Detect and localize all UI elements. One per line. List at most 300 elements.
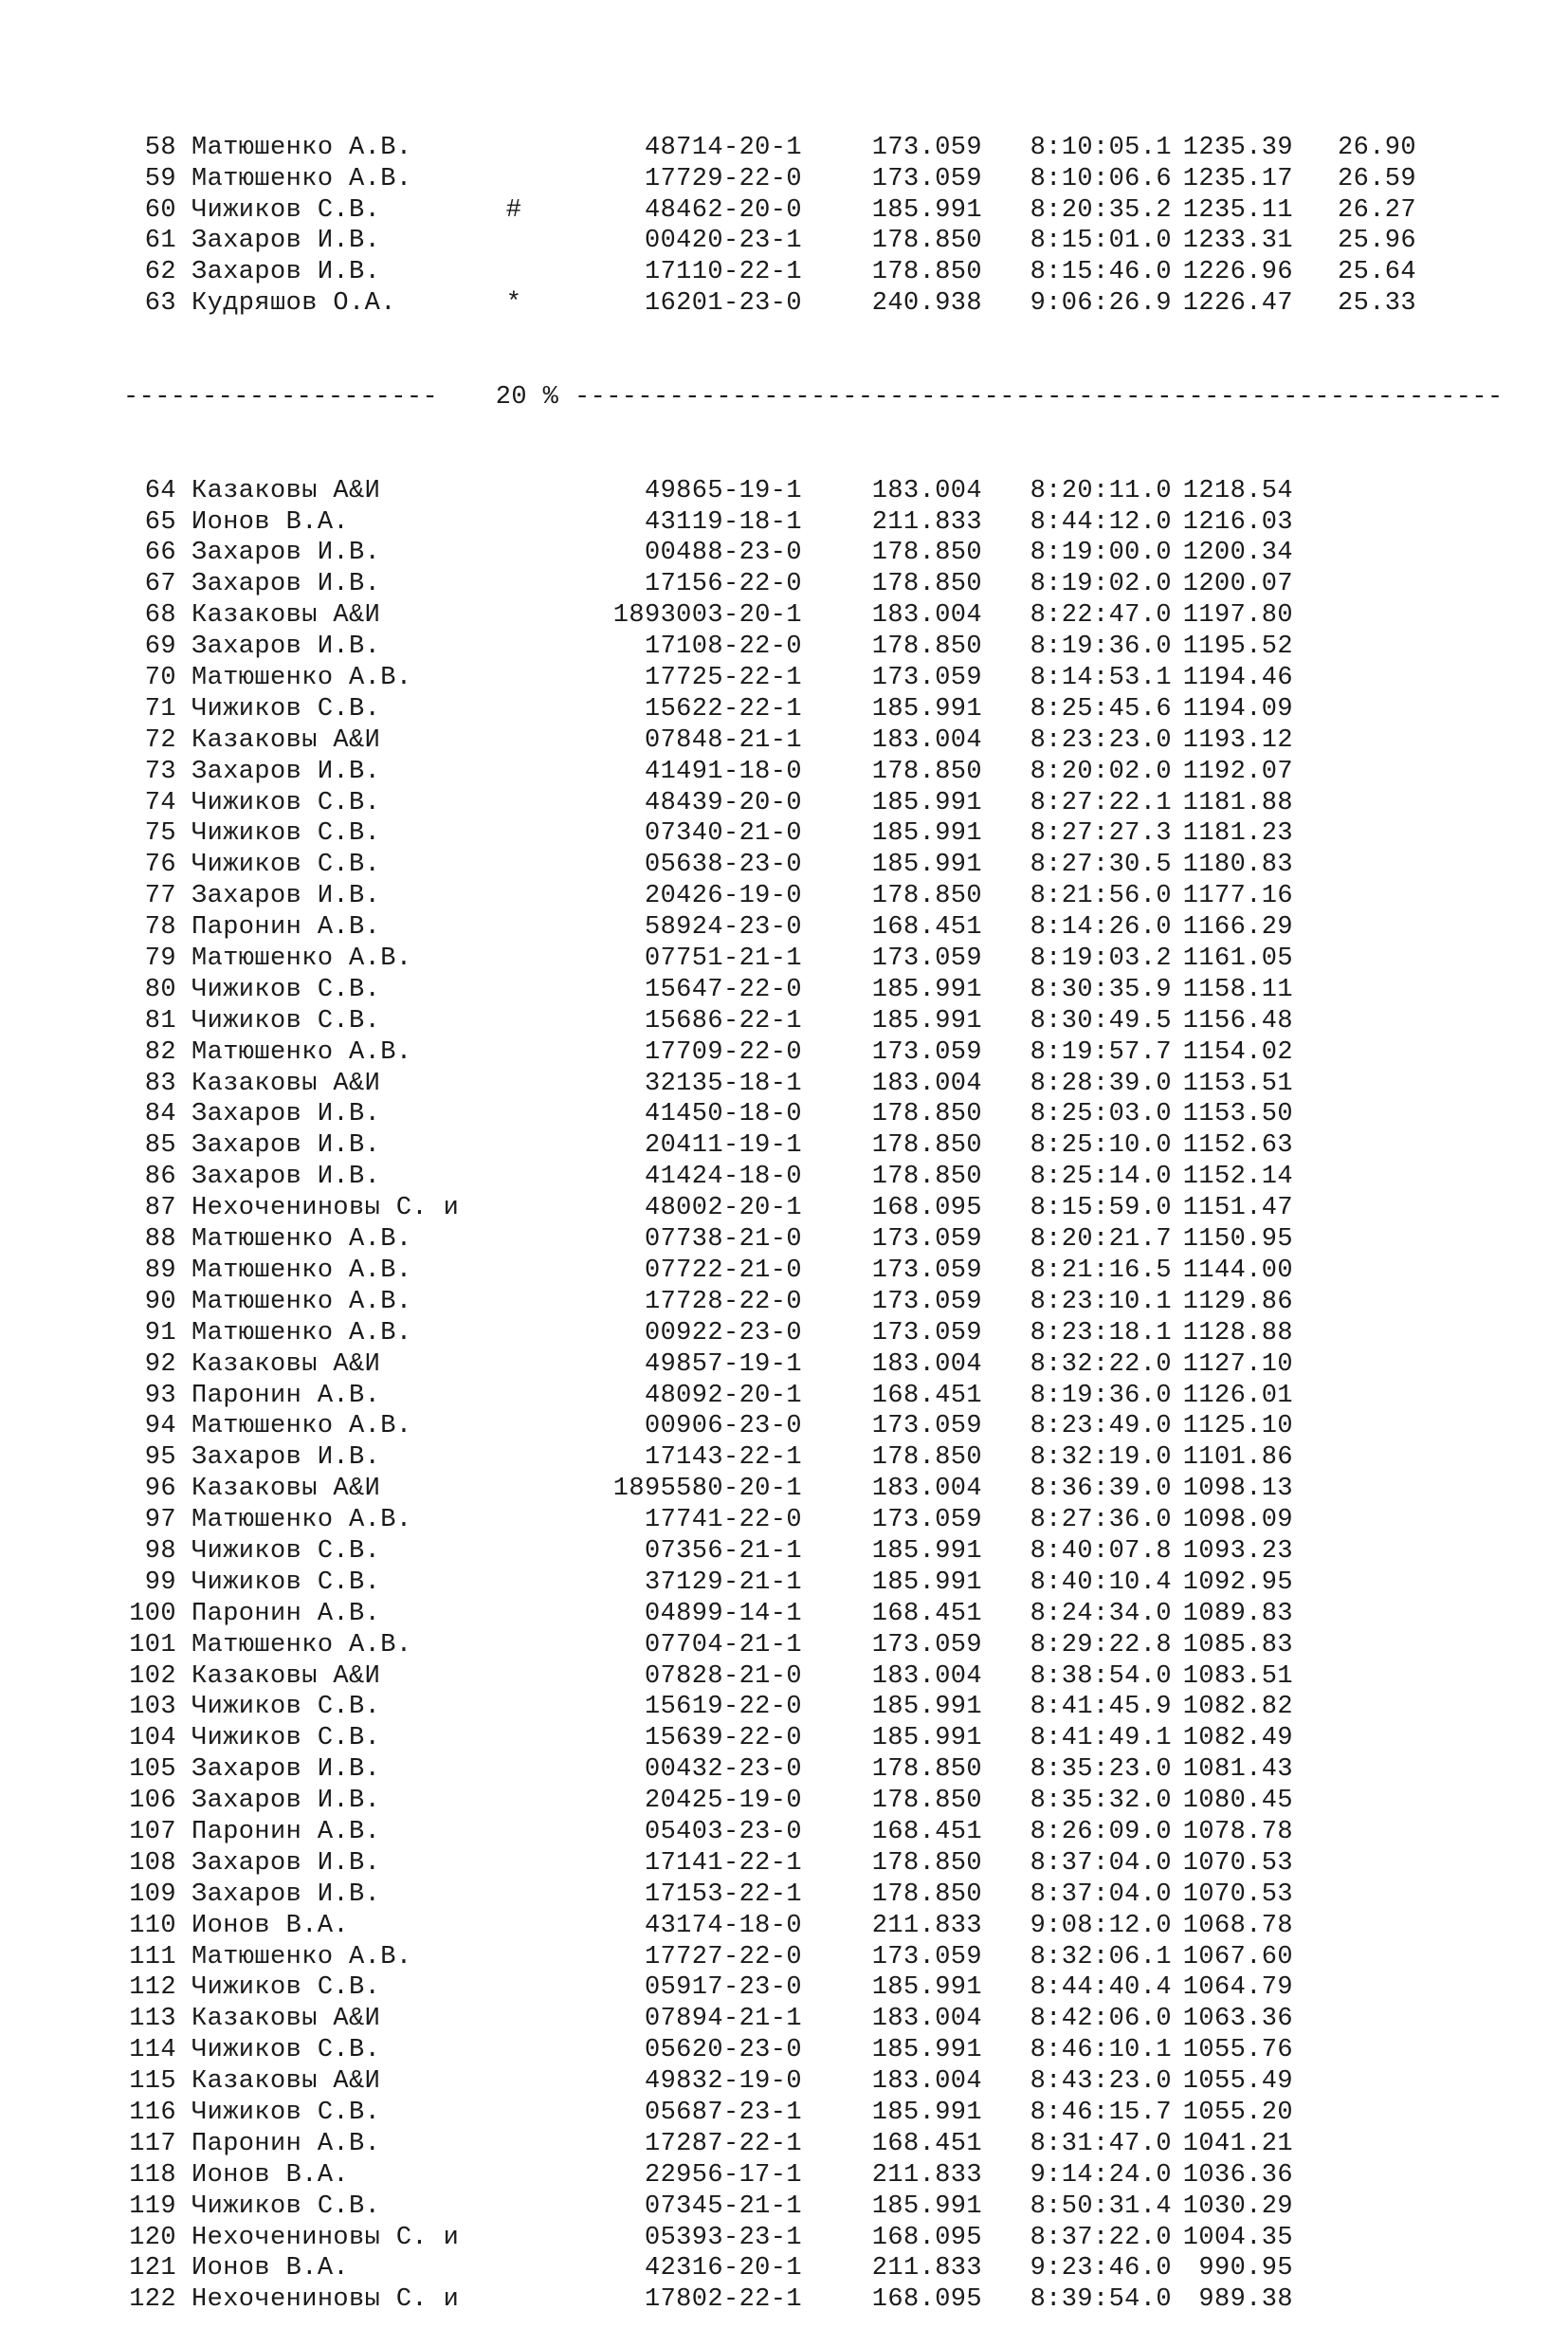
points: 26.90 <box>1337 133 1416 162</box>
speed: 1083.51 <box>1182 1661 1293 1691</box>
fancier-name: Нехочениновы С. и <box>191 1194 460 1223</box>
distance: 173.059 <box>871 1287 982 1316</box>
row-number: 116 <box>129 2098 176 2127</box>
distance: 185.991 <box>871 1568 982 1597</box>
fancier-name: Матюшенко А.В. <box>191 664 412 693</box>
fancier-cell <box>176 1006 612 1037</box>
ring-number: 16201-23-0 <box>644 289 802 319</box>
ring-number: 41491-18-0 <box>644 757 802 786</box>
table-row <box>123 600 1416 632</box>
arrival-time: 8:19:36.0 <box>1030 633 1172 662</box>
row-number: 76 <box>144 851 176 880</box>
distance: 173.059 <box>871 1942 982 1971</box>
table-row <box>123 2098 1416 2129</box>
table-row <box>123 476 1416 507</box>
fancier-cell <box>176 2098 612 2129</box>
row-number: 73 <box>144 757 176 786</box>
row-number: 87 <box>144 1194 176 1223</box>
row-number: 99 <box>144 1568 176 1597</box>
table-row <box>123 944 1416 975</box>
row-number: 78 <box>144 913 176 943</box>
distance: 183.004 <box>871 1069 982 1098</box>
row-number: 83 <box>144 1069 176 1098</box>
speed: 1064.79 <box>1182 1973 1293 2003</box>
table-row <box>123 1568 1416 1599</box>
distance: 178.850 <box>871 633 982 662</box>
row-number: 121 <box>129 2254 176 2283</box>
arrival-time: 8:19:03.2 <box>1030 944 1172 974</box>
fancier-name: Матюшенко А.В. <box>191 164 412 193</box>
fancier-cell <box>176 600 612 632</box>
fancier-cell <box>176 975 612 1006</box>
distance: 168.451 <box>871 1817 982 1846</box>
table-row <box>123 1069 1416 1100</box>
distance: 168.451 <box>871 913 982 943</box>
speed: 1036.36 <box>1182 2160 1293 2190</box>
row-number: 115 <box>129 2067 176 2097</box>
ring-number: 00488-23-0 <box>644 539 802 568</box>
distance: 178.850 <box>871 258 982 287</box>
row-number: 70 <box>144 664 176 693</box>
arrival-time: 8:35:32.0 <box>1030 1787 1172 1816</box>
ring-number: 15622-22-1 <box>644 694 802 724</box>
row-number: 107 <box>129 1817 176 1846</box>
ring-number: 07751-21-1 <box>644 944 802 974</box>
fancier-cell <box>176 2004 612 2035</box>
fancier-cell <box>176 1099 612 1130</box>
fancier-name: Матюшенко А.В. <box>191 1287 412 1316</box>
fancier-cell <box>176 1661 612 1693</box>
fancier-name: Матюшенко А.В. <box>191 1630 412 1659</box>
fancier-name: Матюшенко А.В. <box>191 1412 412 1441</box>
fancier-cell <box>176 569 612 600</box>
ring-number: 07345-21-1 <box>644 2191 802 2221</box>
arrival-time: 8:37:04.0 <box>1030 1848 1172 1878</box>
ring-number: 15686-22-1 <box>644 1006 802 1036</box>
ring-number: 48092-20-1 <box>644 1381 802 1410</box>
fancier-cell <box>176 226 612 257</box>
distance: 178.850 <box>871 570 982 599</box>
fancier-name: Чижиков С.В. <box>191 975 381 1004</box>
fancier-cell <box>176 1442 612 1474</box>
row-number: 66 <box>144 539 176 568</box>
speed: 1218.54 <box>1182 476 1293 505</box>
fancier-cell <box>176 1630 612 1661</box>
speed: 1127.10 <box>1182 1349 1293 1379</box>
row-number: 59 <box>144 164 176 193</box>
row-number: 122 <box>129 2285 176 2315</box>
row-number: 118 <box>129 2160 176 2190</box>
row-number: 68 <box>144 601 176 631</box>
fancier-name: Паронин А.В. <box>191 913 381 943</box>
fancier-cell <box>176 850 612 881</box>
arrival-time: 8:23:49.0 <box>1030 1412 1172 1441</box>
distance: 173.059 <box>871 1256 982 1285</box>
fancier-cell <box>176 1879 612 1911</box>
ring-number: 20425-19-0 <box>644 1787 802 1816</box>
row-number: 93 <box>144 1381 176 1410</box>
arrival-time: 8:27:36.0 <box>1030 1506 1172 1535</box>
table-row <box>123 507 1416 539</box>
speed: 1144.00 <box>1182 1256 1293 1285</box>
ring-number: 49865-19-1 <box>644 476 802 505</box>
arrival-time: 9:06:26.9 <box>1030 289 1172 319</box>
table-row <box>123 1942 1416 1973</box>
arrival-time: 9:23:46.0 <box>1030 2254 1172 2283</box>
distance: 185.991 <box>871 975 982 1004</box>
row-number: 102 <box>129 1661 176 1691</box>
row-number: 61 <box>144 227 176 256</box>
table-row <box>123 1162 1416 1193</box>
ring-number: 1893003-20-1 <box>612 601 802 631</box>
fancier-cell <box>176 1599 612 1630</box>
distance: 173.059 <box>871 1630 982 1659</box>
fancier-cell <box>176 663 612 694</box>
fancier-name: Захаров И.В. <box>191 539 381 568</box>
fancier-name: Захаров И.В. <box>191 1879 381 1909</box>
arrival-time: 8:27:27.3 <box>1030 819 1172 849</box>
fancier-cell <box>176 1536 612 1568</box>
fancier-cell <box>176 2035 612 2066</box>
arrival-time: 8:32:22.0 <box>1030 1349 1172 1379</box>
speed: 1070.53 <box>1182 1879 1293 1909</box>
fancier-cell <box>176 538 612 569</box>
arrival-time: 8:14:53.1 <box>1030 664 1172 693</box>
arrival-time: 8:10:06.6 <box>1030 164 1172 193</box>
table-row <box>123 2035 1416 2066</box>
fancier-cell <box>176 1723 612 1754</box>
fancier-name: Чижиков С.В. <box>191 1006 381 1036</box>
row-number: 112 <box>129 1973 176 2003</box>
ring-number: 07356-21-1 <box>644 1536 802 1566</box>
table-row <box>123 1848 1416 1879</box>
ring-number: 43119-18-1 <box>644 507 802 537</box>
fancier-name: Захаров И.В. <box>191 1100 381 1129</box>
fancier-name: Чижиков С.В. <box>191 195 381 225</box>
distance: 178.850 <box>871 1787 982 1816</box>
row-number: 114 <box>129 2036 176 2065</box>
arrival-time: 8:31:47.0 <box>1030 2129 1172 2158</box>
distance: 168.451 <box>871 1599 982 1628</box>
ring-number: 07704-21-1 <box>644 1630 802 1659</box>
speed: 1192.07 <box>1182 757 1293 786</box>
ring-number: 1895580-20-1 <box>612 1475 802 1504</box>
distance: 185.991 <box>871 2191 982 2221</box>
arrival-time: 8:19:57.7 <box>1030 1037 1172 1067</box>
distance: 185.991 <box>871 1724 982 1753</box>
fancier-name: Казаковы А&И <box>191 1475 381 1504</box>
table-row <box>123 1442 1416 1474</box>
arrival-time: 8:25:45.6 <box>1030 694 1172 724</box>
distance: 173.059 <box>871 1412 982 1441</box>
speed: 1093.23 <box>1182 1536 1293 1566</box>
points: 25.33 <box>1337 289 1416 319</box>
speed: 1068.78 <box>1182 1911 1293 1940</box>
fancier-name: Ионов В.А. <box>191 507 350 537</box>
row-number: 82 <box>144 1037 176 1067</box>
results-listing <box>123 70 1504 2347</box>
fancier-name: Чижиков С.В. <box>191 694 381 724</box>
fancier-cell <box>176 1411 612 1442</box>
ring-number: 07894-21-1 <box>644 2005 802 2034</box>
arrival-time: 8:21:16.5 <box>1030 1256 1172 1285</box>
speed: 1233.31 <box>1182 227 1293 256</box>
row-number: 74 <box>144 788 176 817</box>
distance: 173.059 <box>871 664 982 693</box>
ring-number: 17709-22-0 <box>644 1037 802 1067</box>
table-row <box>123 1817 1416 1848</box>
fancier-cell <box>176 1287 612 1318</box>
row-number: 119 <box>129 2191 176 2221</box>
arrival-time: 8:44:40.4 <box>1030 1973 1172 2003</box>
row-number: 104 <box>129 1724 176 1753</box>
table-row <box>123 195 1416 227</box>
fancier-cell <box>176 2223 612 2254</box>
arrival-time: 8:35:23.0 <box>1030 1755 1172 1785</box>
row-number: 109 <box>129 1879 176 1909</box>
fancier-name: Казаковы А&И <box>191 725 381 755</box>
fancier-name: Чижиков С.В. <box>191 851 381 880</box>
fancier-cell <box>176 1911 612 1942</box>
table-row <box>123 1972 1416 2004</box>
speed: 1125.10 <box>1182 1412 1293 1441</box>
ring-number: 43174-18-0 <box>644 1911 802 1940</box>
table-row <box>123 1381 1416 1412</box>
ring-number: 05393-23-1 <box>644 2223 802 2252</box>
fancier-cell <box>176 476 612 507</box>
ring-number: 05917-23-0 <box>644 1973 802 2003</box>
speed: 1226.47 <box>1182 289 1293 319</box>
fancier-name: Нехочениновы С. и <box>191 2223 460 2252</box>
row-number: 60 <box>144 195 176 225</box>
row-number: 64 <box>144 476 176 505</box>
speed: 1156.48 <box>1182 1006 1293 1036</box>
fancier-name: Ионов В.А. <box>191 2160 350 2190</box>
fancier-name: Казаковы А&И <box>191 2005 381 2034</box>
distance: 185.991 <box>871 1693 982 1722</box>
ring-number: 17741-22-0 <box>644 1506 802 1535</box>
speed: 1194.46 <box>1182 664 1293 693</box>
table-row <box>123 1130 1416 1162</box>
speed: 1129.86 <box>1182 1287 1293 1316</box>
distance: 168.095 <box>871 2223 982 2252</box>
fancier-name: Чижиков С.В. <box>191 788 381 817</box>
table-row <box>123 226 1416 257</box>
row-number: 63 <box>144 289 176 319</box>
ring-number: 49857-19-1 <box>644 1349 802 1379</box>
distance: 173.059 <box>871 1225 982 1255</box>
fancier-cell <box>176 1817 612 1848</box>
other-rows <box>123 476 1416 2317</box>
arrival-time: 8:43:23.0 <box>1030 2067 1172 2097</box>
speed: 1030.29 <box>1182 2191 1293 2221</box>
fancier-name: Захаров И.В. <box>191 1787 381 1816</box>
row-number: 77 <box>144 882 176 911</box>
row-number: 89 <box>144 1256 176 1285</box>
distance: 178.850 <box>871 1163 982 1192</box>
speed: 1197.80 <box>1182 601 1293 631</box>
arrival-time: 8:20:11.0 <box>1030 476 1172 505</box>
fancier-cell <box>176 2129 612 2160</box>
fancier-name: Захаров И.В. <box>191 1131 381 1161</box>
arrival-time: 8:19:02.0 <box>1030 570 1172 599</box>
fancier-cell <box>176 912 612 944</box>
fancier-name: Захаров И.В. <box>191 882 381 911</box>
fancier-cell <box>176 1474 612 1505</box>
fancier-name: Захаров И.В. <box>191 1163 381 1192</box>
ring-number: 42316-20-1 <box>644 2254 802 2283</box>
fancier-name: Матюшенко А.В. <box>191 1256 412 1285</box>
row-number: 105 <box>129 1755 176 1785</box>
arrival-time: 8:22:47.0 <box>1030 601 1172 631</box>
arrival-time: 8:14:26.0 <box>1030 913 1172 943</box>
speed: 1216.03 <box>1182 507 1293 537</box>
table-row <box>123 912 1416 944</box>
fancier-name: Паронин А.В. <box>191 1817 381 1846</box>
speed: 1200.07 <box>1182 570 1293 599</box>
distance: 211.833 <box>871 1911 982 1940</box>
table-row <box>123 164 1416 195</box>
speed: 1055.49 <box>1182 2067 1293 2097</box>
fancier-cell <box>176 757 612 788</box>
fancier-cell <box>176 1942 612 1973</box>
speed: 1070.53 <box>1182 1848 1293 1878</box>
table-row <box>123 1349 1416 1381</box>
ring-number: 17153-22-1 <box>644 1879 802 1909</box>
ring-number: 48002-20-1 <box>644 1194 802 1223</box>
ring-number: 17156-22-0 <box>644 570 802 599</box>
ring-number: 07722-21-0 <box>644 1256 802 1285</box>
distance: 168.451 <box>871 2129 982 2158</box>
ring-number: 15647-22-0 <box>644 975 802 1004</box>
distance: 178.850 <box>871 1848 982 1878</box>
arrival-time: 8:15:01.0 <box>1030 227 1172 256</box>
prize-rows <box>123 133 1416 320</box>
fancier-cell <box>176 1224 612 1256</box>
fancier-cell <box>176 1505 612 1536</box>
ring-number: 07340-21-0 <box>644 819 802 849</box>
ring-number: 17728-22-0 <box>644 1287 802 1316</box>
speed: 1089.83 <box>1182 1599 1293 1628</box>
table-row <box>123 1474 1416 1505</box>
ring-number: 32135-18-1 <box>644 1069 802 1098</box>
speed: 1151.47 <box>1182 1194 1293 1223</box>
arrival-time: 8:15:46.0 <box>1030 258 1172 287</box>
fancier-name: Матюшенко А.В. <box>191 133 412 162</box>
ring-number: 20411-19-1 <box>644 1131 802 1161</box>
distance: 173.059 <box>871 1318 982 1348</box>
table-row <box>123 569 1416 600</box>
distance: 178.850 <box>871 227 982 256</box>
fancier-cell <box>176 2160 612 2191</box>
arrival-time: 8:26:09.0 <box>1030 1817 1172 1846</box>
separator-dashes-right: ----------------------------------------------------------- <box>574 382 1504 412</box>
distance: 185.991 <box>871 851 982 880</box>
speed: 1098.09 <box>1182 1506 1293 1535</box>
ring-number: 07738-21-0 <box>644 1225 802 1255</box>
fancier-cell <box>176 1349 612 1381</box>
arrival-time: 8:23:10.1 <box>1030 1287 1172 1316</box>
speed: 1080.45 <box>1182 1787 1293 1816</box>
table-row <box>123 1318 1416 1349</box>
row-number: 98 <box>144 1536 176 1566</box>
ring-number: 17729-22-0 <box>644 164 802 193</box>
table-row <box>123 1786 1416 1817</box>
row-number: 94 <box>144 1412 176 1441</box>
distance: 173.059 <box>871 944 982 974</box>
distance: 173.059 <box>871 1037 982 1067</box>
speed: 1126.01 <box>1182 1381 1293 1410</box>
distance: 178.850 <box>871 882 982 911</box>
fancier-cell <box>176 1318 612 1349</box>
fancier-name: Казаковы А&И <box>191 2067 381 2097</box>
arrival-time: 8:46:10.1 <box>1030 2036 1172 2065</box>
ring-number: 48462-20-0 <box>644 195 802 225</box>
fancier-cell <box>176 1381 612 1412</box>
fancier-name: Чижиков С.В. <box>191 1568 381 1597</box>
arrival-time: 8:19:00.0 <box>1030 539 1172 568</box>
arrival-time: 8:36:39.0 <box>1030 1475 1172 1504</box>
fancier-cell <box>176 2066 612 2098</box>
distance: 185.991 <box>871 2036 982 2065</box>
arrival-time: 8:30:35.9 <box>1030 975 1172 1004</box>
distance: 173.059 <box>871 164 982 193</box>
row-number: 95 <box>144 1443 176 1473</box>
row-marker: * <box>505 289 522 319</box>
fancier-cell <box>176 1193 612 1224</box>
row-number: 85 <box>144 1131 176 1161</box>
ring-number: 00432-23-0 <box>644 1755 802 1785</box>
fancier-cell <box>176 2284 612 2316</box>
table-row <box>123 1099 1416 1130</box>
arrival-time: 8:37:04.0 <box>1030 1879 1172 1909</box>
row-number: 91 <box>144 1318 176 1348</box>
fancier-name: Чижиков С.В. <box>191 1693 381 1722</box>
arrival-time: 8:39:54.0 <box>1030 2285 1172 2315</box>
speed: 1082.82 <box>1182 1693 1293 1722</box>
fancier-name: Чижиков С.В. <box>191 2036 381 2065</box>
distance: 185.991 <box>871 195 982 225</box>
distance: 173.059 <box>871 1506 982 1535</box>
row-number: 67 <box>144 570 176 599</box>
distance: 183.004 <box>871 725 982 755</box>
table-row <box>123 2160 1416 2191</box>
fancier-cell <box>176 1754 612 1786</box>
distance: 178.850 <box>871 1131 982 1161</box>
speed: 1181.88 <box>1182 788 1293 817</box>
table-row <box>123 1505 1416 1536</box>
table-row <box>123 1224 1416 1256</box>
distance: 240.938 <box>871 289 982 319</box>
fancier-name: Матюшенко А.В. <box>191 1318 412 1348</box>
arrival-time: 8:37:22.0 <box>1030 2223 1172 2252</box>
table-row <box>123 288 1416 320</box>
row-number: 80 <box>144 975 176 1004</box>
fancier-name: Паронин А.В. <box>191 1599 381 1628</box>
ring-number: 00420-23-1 <box>644 227 802 256</box>
arrival-time: 8:44:12.0 <box>1030 507 1172 537</box>
separator-percent-label: 20 % <box>495 382 559 412</box>
speed: 1235.11 <box>1182 195 1293 225</box>
speed: 1235.39 <box>1182 133 1293 162</box>
speed: 1195.52 <box>1182 633 1293 662</box>
ring-number: 17141-22-1 <box>644 1848 802 1878</box>
ring-number: 49832-19-0 <box>644 2067 802 2097</box>
distance: 183.004 <box>871 1349 982 1379</box>
arrival-time: 8:50:31.4 <box>1030 2191 1172 2221</box>
row-number: 79 <box>144 944 176 974</box>
fancier-cell <box>176 788 612 819</box>
